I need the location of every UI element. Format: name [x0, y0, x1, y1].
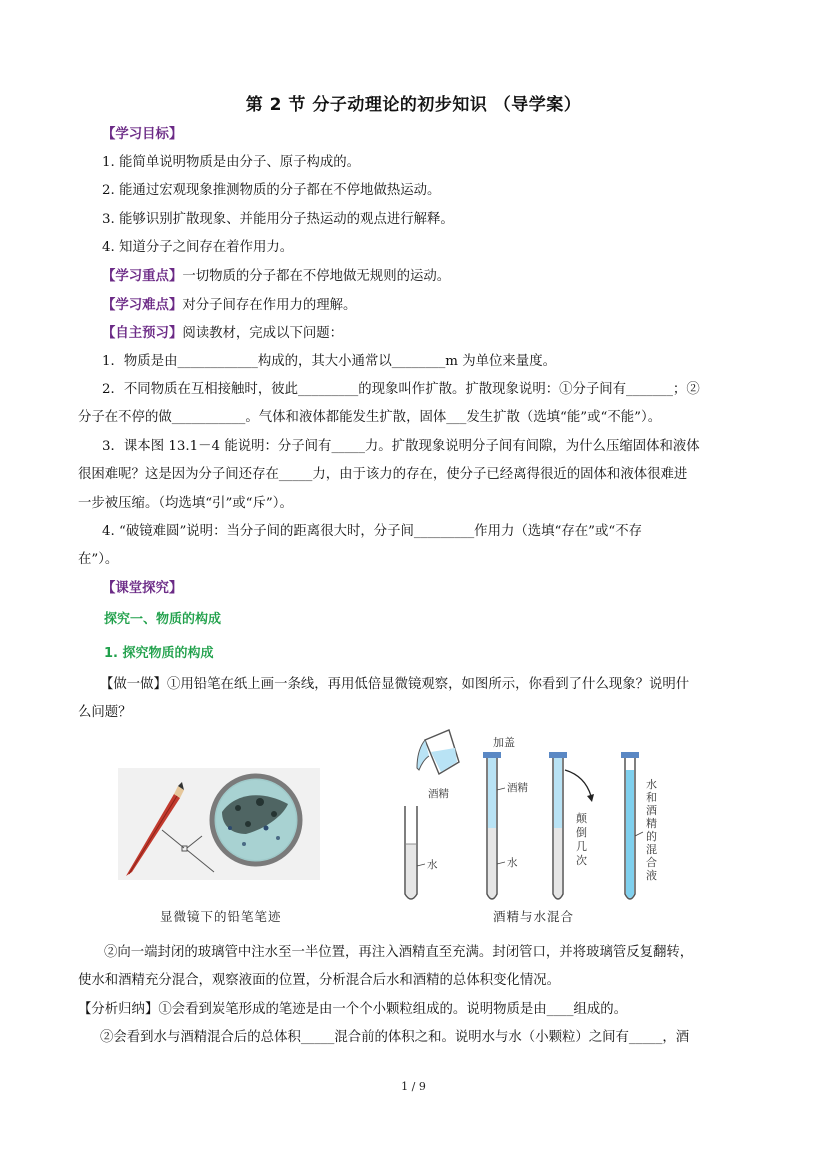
tube-two — [483, 752, 501, 899]
pencil-microscope-image — [118, 768, 320, 880]
analysis-line2: ②会看到水与酒精混合后的总体积_____混合前的体积之和。说明水与水（小颗粒）之间有_____，酒 — [100, 1030, 690, 1045]
goal-item: 2. 能通过宏观现象推测物质的分子都在不停地做热运动。 — [102, 183, 441, 198]
question-2-line2: 分子在不停的做___________。气体和液体都能发生扩散，固体___发生扩散（选填“能”或“不能”）。 — [78, 410, 662, 425]
label-cap: 加盖 — [493, 736, 515, 749]
question-4-line2: 在”）。 — [78, 552, 119, 567]
step-two-line2: 使水和酒精充分混合，观察液面的位置，分析混合后水和酒精的总体积变化情况。 — [78, 973, 561, 988]
difficulty-line — [102, 295, 782, 316]
question-3-line1: 3．课本图 13.1－4 能说明：分子间有_____力。扩散现象说明分子间有间隙，为什么压缩固体和液体 — [102, 439, 700, 454]
focus-label: 【学习重点】 — [102, 268, 183, 284]
tube-three — [549, 752, 567, 899]
focus-line — [102, 266, 782, 287]
right-figure-caption: 酒精与水混合 — [493, 909, 575, 924]
label-water-1: 水 — [427, 859, 438, 871]
question-3-line3: 一步被压缩。（均选填“引”或“斥”）。 — [78, 496, 293, 511]
step-two-line1: ②向一端封闭的玻璃管中注水至一半位置，再注入酒精直至充满。封闭管口，并将玻璃管反复翻转， — [104, 945, 694, 960]
goal-item: 3. 能够识别扩散现象、并能用分子热运动的观点进行解释。 — [102, 212, 454, 227]
goal-item: 4. 知道分子之间存在着作用力。 — [102, 240, 294, 255]
question-2-line1: 2．不同物质在互相接触时，彼此_________的现象叫作扩散。扩散现象说明：①分子间有_______；② — [102, 382, 700, 397]
explore-one-heading: 探究一、物质的构成 — [104, 612, 222, 627]
goals-header: 【学习目标】 — [102, 126, 183, 142]
preview-text: 阅读教材，完成以下问题： — [182, 326, 344, 341]
question-3-line2: 很困难呢？这是因为分子间还存在_____力，由于该力的存在，使分子已经离得很近的固体和液体很难进 — [78, 467, 688, 482]
label-alcohol-2: 酒精 — [507, 782, 528, 794]
tube-four — [621, 752, 639, 899]
class-explore-header: 【课堂探究】 — [102, 580, 183, 596]
difficulty-text: 对分子间存在作用力的理解。 — [182, 298, 357, 313]
label-water-2: 水 — [507, 857, 518, 869]
analysis-line1: 【分析归纳】①会看到炭笔形成的笔迹是由一个个小颗粒组成的。说明物质是由____组成的。 — [78, 1002, 628, 1017]
goal-item: 1. 能简单说明物质是由分子、原子构成的。 — [102, 155, 361, 170]
do-it-line2: 么问题？ — [78, 705, 132, 720]
page-title: 第 2 节 分子动理论的初步知识 （导学案） — [245, 95, 582, 115]
label-mixture: 水和酒精的混合液 — [646, 778, 657, 882]
tube-one — [405, 730, 459, 899]
question-4-line1: 4. “破镜难圆”说明：当分子间的距离很大时，分子间_________作用力（选填“存在”或“不存 — [102, 524, 643, 539]
preview-line — [102, 323, 782, 344]
focus-text: 一切物质的分子都在不停地做无规则的运动。 — [182, 269, 451, 284]
alcohol-water-figure — [395, 726, 665, 906]
difficulty-label: 【学习难点】 — [102, 297, 183, 313]
question-1: 1．物质是由____________构成的，其大小通常以________m 为单位来量度。 — [102, 354, 556, 369]
pencil-microscope-figure — [118, 768, 320, 880]
label-alcohol-1: 酒精 — [428, 788, 449, 800]
preview-label: 【自主预习】 — [102, 325, 183, 341]
page-number: 1 / 9 — [401, 1080, 426, 1093]
do-it-line1: 【做一做】①用铅笔在纸上画一条线，再用低倍显微镜观察，如图所示，你看到了什么现象？说明什 — [100, 677, 690, 692]
left-figure-caption: 显微镜下的铅笔笔迹 — [160, 909, 282, 924]
explore-one-subheading: 1. 探究物质的构成 — [104, 646, 214, 661]
label-flip: 颠倒几次 — [576, 812, 587, 867]
